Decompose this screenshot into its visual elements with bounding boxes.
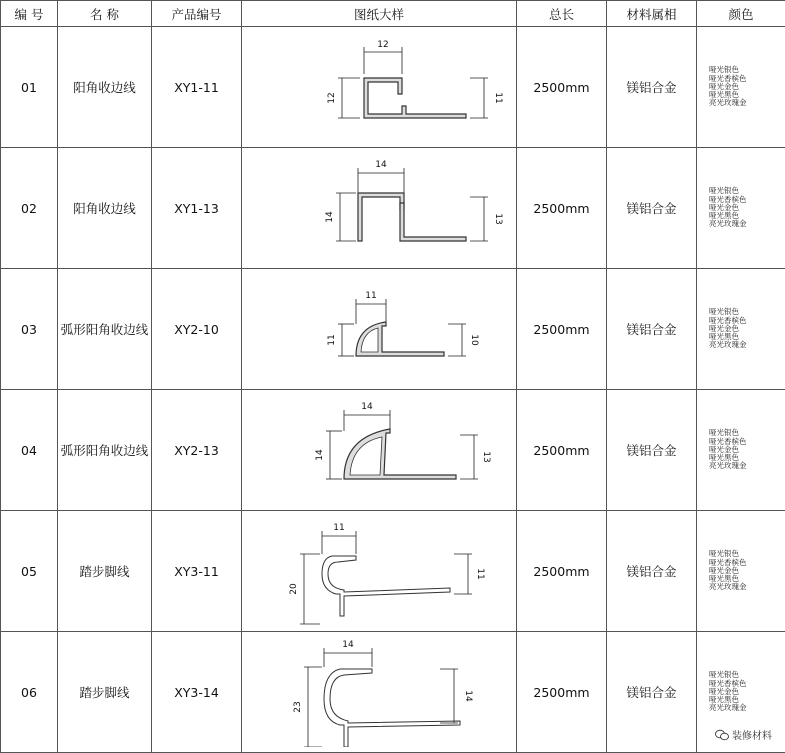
table-row xyxy=(1,27,785,148)
dim-right: 13 xyxy=(481,451,491,462)
cell-colors xyxy=(697,269,785,390)
dim-left: 14 xyxy=(325,211,335,223)
cell-drawing xyxy=(242,148,517,269)
color-option: 哑光银色 xyxy=(709,66,785,74)
dim-left: 11 xyxy=(327,334,337,345)
color-option: 哑光银色 xyxy=(709,671,785,679)
dim-right: 13 xyxy=(493,213,503,224)
color-option: 亮光玫瑰金 xyxy=(709,99,785,107)
table-row xyxy=(1,511,785,632)
cell-colors xyxy=(697,27,785,148)
dim-top: 14 xyxy=(375,160,387,170)
cell-length: 2500mm xyxy=(517,148,607,269)
header-color: 颜色 xyxy=(697,1,785,27)
color-option: 亮光玫瑰金 xyxy=(709,704,785,712)
color-option: 哑光黑色 xyxy=(709,212,785,220)
cell-material: 镁铝合金 xyxy=(607,148,697,269)
color-option: 哑光金色 xyxy=(709,446,785,454)
color-option: 哑光香槟色 xyxy=(709,680,785,688)
cell-name: 踏步脚线 xyxy=(58,511,152,632)
color-option: 哑光香槟色 xyxy=(709,75,785,83)
header-row xyxy=(1,1,785,27)
dim-right: 14 xyxy=(463,690,473,702)
color-option: 哑光金色 xyxy=(709,83,785,91)
dim-top: 14 xyxy=(361,402,373,412)
table-row xyxy=(1,632,785,753)
color-option: 哑光银色 xyxy=(709,429,785,437)
chat-bubble-icon xyxy=(715,729,729,741)
color-option: 哑光金色 xyxy=(709,688,785,696)
cell-material: 镁铝合金 xyxy=(607,632,697,753)
dim-top: 14 xyxy=(342,640,354,650)
dim-right: 11 xyxy=(493,92,503,103)
header-name: 名 称 xyxy=(58,1,152,27)
cell-no: 06 xyxy=(1,632,58,753)
dim-left: 23 xyxy=(293,701,303,712)
color-option: 哑光黑色 xyxy=(709,333,785,341)
cell-name: 弧形阳角收边线 xyxy=(58,269,152,390)
table-row xyxy=(1,269,785,390)
color-option: 哑光黑色 xyxy=(709,575,785,583)
color-option: 哑光金色 xyxy=(709,567,785,575)
color-option: 哑光黑色 xyxy=(709,91,785,99)
header-no: 编 号 xyxy=(1,1,58,27)
cell-name: 阳角收边线 xyxy=(58,148,152,269)
dim-left: 20 xyxy=(289,583,299,595)
cell-name: 踏步脚线 xyxy=(58,632,152,753)
profile-drawing xyxy=(244,32,514,142)
color-option: 亮光玫瑰金 xyxy=(709,583,785,591)
cell-no: 03 xyxy=(1,269,58,390)
cell-colors xyxy=(697,148,785,269)
color-option: 哑光金色 xyxy=(709,325,785,333)
header-drawing: 图纸大样 xyxy=(242,1,517,27)
cell-colors xyxy=(697,511,785,632)
color-option: 哑光黑色 xyxy=(709,454,785,462)
cell-drawing xyxy=(242,269,517,390)
watermark-text: 装修材料 xyxy=(732,727,772,742)
table-row xyxy=(1,148,785,269)
cell-length: 2500mm xyxy=(517,632,607,753)
color-option: 哑光香槟色 xyxy=(709,559,785,567)
cell-name: 阳角收边线 xyxy=(58,27,152,148)
table-row xyxy=(1,390,785,511)
color-option: 哑光银色 xyxy=(709,308,785,316)
header-length: 总长 xyxy=(517,1,607,27)
dim-right: 10 xyxy=(469,334,479,346)
color-option: 哑光香槟色 xyxy=(709,438,785,446)
cell-code: XY1-13 xyxy=(152,148,242,269)
dim-top: 11 xyxy=(333,523,344,533)
cell-material: 镁铝合金 xyxy=(607,511,697,632)
profile-drawing xyxy=(244,153,514,263)
cell-drawing xyxy=(242,27,517,148)
header-material: 材料属相 xyxy=(607,1,697,27)
profile-drawing xyxy=(244,516,514,626)
profile-drawing xyxy=(244,637,514,747)
cell-no: 01 xyxy=(1,27,58,148)
cell-material: 镁铝合金 xyxy=(607,27,697,148)
dim-right: 11 xyxy=(475,568,485,579)
profile-drawing xyxy=(244,395,514,505)
color-option: 哑光银色 xyxy=(709,550,785,558)
dim-top: 11 xyxy=(365,291,376,301)
color-option: 哑光香槟色 xyxy=(709,317,785,325)
cell-length: 2500mm xyxy=(517,511,607,632)
cell-name: 弧形阳角收边线 xyxy=(58,390,152,511)
dim-left: 12 xyxy=(327,92,337,103)
color-option: 哑光金色 xyxy=(709,204,785,212)
dim-left: 14 xyxy=(315,449,325,461)
cell-drawing xyxy=(242,390,517,511)
cell-colors xyxy=(697,390,785,511)
watermark xyxy=(712,726,775,743)
color-option: 哑光银色 xyxy=(709,187,785,195)
cell-no: 02 xyxy=(1,148,58,269)
cell-material: 镁铝合金 xyxy=(607,390,697,511)
cell-length: 2500mm xyxy=(517,269,607,390)
cell-code: XY1-11 xyxy=(152,27,242,148)
cell-code: XY2-10 xyxy=(152,269,242,390)
cell-code: XY2-13 xyxy=(152,390,242,511)
cell-length: 2500mm xyxy=(517,390,607,511)
cell-drawing xyxy=(242,511,517,632)
cell-material: 镁铝合金 xyxy=(607,269,697,390)
color-option: 亮光玫瑰金 xyxy=(709,341,785,349)
color-option: 亮光玫瑰金 xyxy=(709,220,785,228)
cell-no: 04 xyxy=(1,390,58,511)
cell-no: 05 xyxy=(1,511,58,632)
header-code: 产品编号 xyxy=(152,1,242,27)
cell-length: 2500mm xyxy=(517,27,607,148)
color-option: 亮光玫瑰金 xyxy=(709,462,785,470)
color-option: 哑光香槟色 xyxy=(709,196,785,204)
dim-top: 12 xyxy=(377,40,388,50)
cell-code: XY3-14 xyxy=(152,632,242,753)
cell-code: XY3-11 xyxy=(152,511,242,632)
cell-drawing xyxy=(242,632,517,753)
color-option: 哑光黑色 xyxy=(709,696,785,704)
profile-drawing xyxy=(244,274,514,384)
